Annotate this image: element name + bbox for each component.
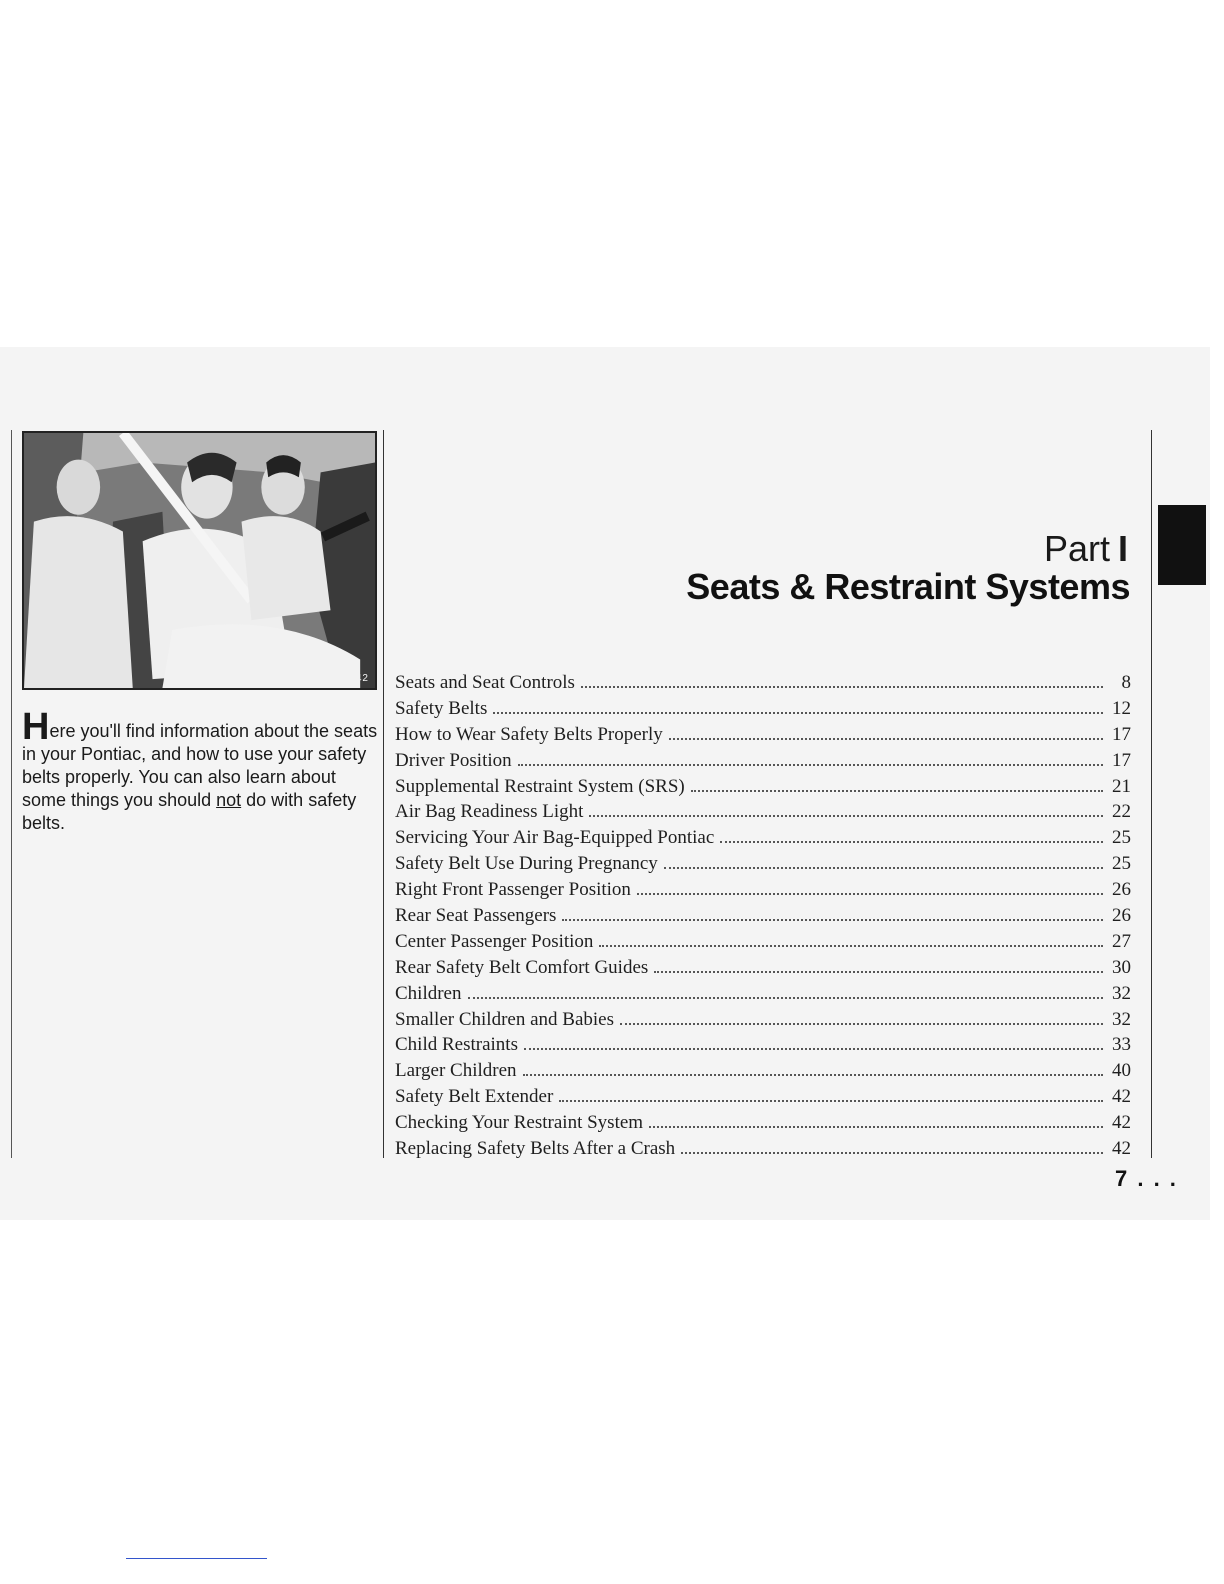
intro-text-b: do with safety belts. bbox=[22, 790, 357, 833]
toc-entry[interactable] bbox=[395, 672, 1131, 698]
illustration-drawing bbox=[24, 433, 375, 688]
passengers-safety-belt-illustration bbox=[22, 431, 377, 690]
toc-entry[interactable] bbox=[395, 827, 1131, 853]
toc-entry[interactable] bbox=[395, 931, 1131, 957]
toc-dot-leader bbox=[654, 971, 1103, 973]
toc-dot-leader bbox=[681, 1152, 1103, 1154]
table-of-contents bbox=[395, 672, 1131, 1164]
toc-dot-leader bbox=[691, 790, 1103, 792]
toc-entry-title: Safety Belt Use During Pregnancy bbox=[395, 853, 658, 875]
toc-entry[interactable] bbox=[395, 957, 1131, 983]
toc-entry[interactable] bbox=[395, 853, 1131, 879]
toc-entry-title: Rear Seat Passengers bbox=[395, 905, 557, 927]
toc-entry[interactable] bbox=[395, 1112, 1131, 1138]
page-number: 7 . . . bbox=[1115, 1166, 1178, 1191]
section-tab-marker bbox=[1158, 505, 1206, 585]
intro-text-a: ere you'll find information about the seats in your Pontiac, and how to use your safety belts properly. You can also learn about some things you should bbox=[22, 721, 378, 810]
toc-dot-leader bbox=[620, 1023, 1103, 1025]
toc-entry-page: 42 bbox=[1112, 1112, 1131, 1134]
toc-entry-page: 32 bbox=[1112, 982, 1131, 1004]
toc-entry-page: 17 bbox=[1112, 749, 1131, 771]
intro-underlined-word: not bbox=[216, 790, 242, 810]
toc-dot-leader bbox=[599, 945, 1103, 947]
toc-entry[interactable] bbox=[395, 879, 1131, 905]
toc-entry-page: 22 bbox=[1112, 801, 1131, 823]
part-title: Seats & Restraint Systems bbox=[686, 566, 1130, 607]
toc-entry-page: 33 bbox=[1112, 1034, 1131, 1056]
toc-entry-title: How to Wear Safety Belts Properly bbox=[395, 723, 663, 745]
right-margin-rule bbox=[1151, 430, 1152, 1158]
toc-dot-leader bbox=[664, 867, 1103, 869]
toc-entry[interactable] bbox=[395, 801, 1131, 827]
toc-dot-leader bbox=[562, 919, 1103, 921]
toc-dot-leader bbox=[637, 893, 1103, 895]
toc-entry-page: 26 bbox=[1112, 879, 1131, 901]
footer-link-underline bbox=[126, 1558, 267, 1559]
toc-entry-page: 12 bbox=[1112, 697, 1131, 719]
part-number: I bbox=[1117, 528, 1128, 569]
figure-code: X1142 bbox=[335, 673, 369, 684]
toc-entry-title: Child Restraints bbox=[395, 1034, 518, 1056]
toc-entry[interactable] bbox=[395, 1034, 1131, 1060]
toc-entry-page: 25 bbox=[1112, 853, 1131, 875]
toc-dot-leader bbox=[669, 738, 1103, 740]
toc-entry-page: 32 bbox=[1112, 1008, 1131, 1030]
part-label: Part bbox=[1043, 528, 1110, 569]
toc-entry-title: Air Bag Readiness Light bbox=[395, 801, 584, 823]
toc-entry-title: Rear Safety Belt Comfort Guides bbox=[395, 956, 649, 978]
toc-dot-leader bbox=[589, 815, 1103, 817]
toc-entry-page: 21 bbox=[1112, 775, 1131, 797]
toc-entry-title: Smaller Children and Babies bbox=[395, 1008, 614, 1030]
toc-entry-title: Checking Your Restraint System bbox=[395, 1112, 644, 1134]
toc-entry[interactable] bbox=[395, 983, 1131, 1009]
toc-entry[interactable] bbox=[395, 1060, 1131, 1086]
toc-entry-page: 25 bbox=[1112, 827, 1131, 849]
toc-entry-page: 42 bbox=[1112, 1138, 1131, 1160]
toc-entry-title: Safety Belt Extender bbox=[395, 1086, 554, 1108]
toc-entry-title: Seats and Seat Controls bbox=[395, 672, 575, 693]
toc-entry-title: Servicing Your Air Bag-Equipped Pontiac bbox=[395, 827, 715, 849]
toc-dot-leader bbox=[649, 1126, 1103, 1128]
toc-entry[interactable] bbox=[395, 698, 1131, 724]
toc-entry-title: Driver Position bbox=[395, 749, 512, 771]
toc-dot-leader bbox=[518, 764, 1103, 766]
toc-entry-page: 30 bbox=[1112, 956, 1131, 978]
toc-entry-page: 27 bbox=[1112, 930, 1131, 952]
toc-entry-title: Supplemental Restraint System (SRS) bbox=[395, 775, 685, 797]
toc-entry[interactable] bbox=[395, 1138, 1131, 1164]
toc-dot-leader bbox=[523, 1074, 1103, 1076]
toc-entry-page: 40 bbox=[1112, 1060, 1131, 1082]
left-margin-rule bbox=[11, 430, 12, 1158]
toc-entry-title: Safety Belts bbox=[395, 697, 488, 719]
toc-entry-title: Children bbox=[395, 982, 462, 1004]
toc-dot-leader bbox=[493, 712, 1103, 714]
toc-entry-page: 42 bbox=[1112, 1086, 1131, 1108]
column-divider bbox=[383, 430, 384, 1158]
intro-dropcap: H bbox=[22, 706, 50, 748]
toc-entry-page: 8 bbox=[1121, 672, 1131, 693]
toc-entry[interactable] bbox=[395, 750, 1131, 776]
toc-dot-leader bbox=[581, 686, 1103, 688]
toc-dot-leader bbox=[524, 1048, 1103, 1050]
toc-entry-page: 17 bbox=[1112, 723, 1131, 745]
part-heading bbox=[1044, 528, 1128, 570]
toc-entry-title: Center Passenger Position bbox=[395, 930, 594, 952]
toc-entry-page: 26 bbox=[1112, 905, 1131, 927]
toc-dot-leader bbox=[720, 841, 1103, 843]
toc-entry[interactable] bbox=[395, 905, 1131, 931]
toc-entry[interactable] bbox=[395, 1086, 1131, 1112]
intro-paragraph bbox=[22, 706, 378, 835]
toc-entry-title: Right Front Passenger Position bbox=[395, 879, 631, 901]
toc-entry[interactable] bbox=[395, 1009, 1131, 1035]
toc-dot-leader bbox=[468, 997, 1104, 999]
toc-entry-title: Replacing Safety Belts After a Crash bbox=[395, 1138, 676, 1160]
toc-entry[interactable] bbox=[395, 724, 1131, 750]
toc-entry-title: Larger Children bbox=[395, 1060, 517, 1082]
toc-dot-leader bbox=[559, 1100, 1103, 1102]
toc-entry[interactable] bbox=[395, 776, 1131, 802]
